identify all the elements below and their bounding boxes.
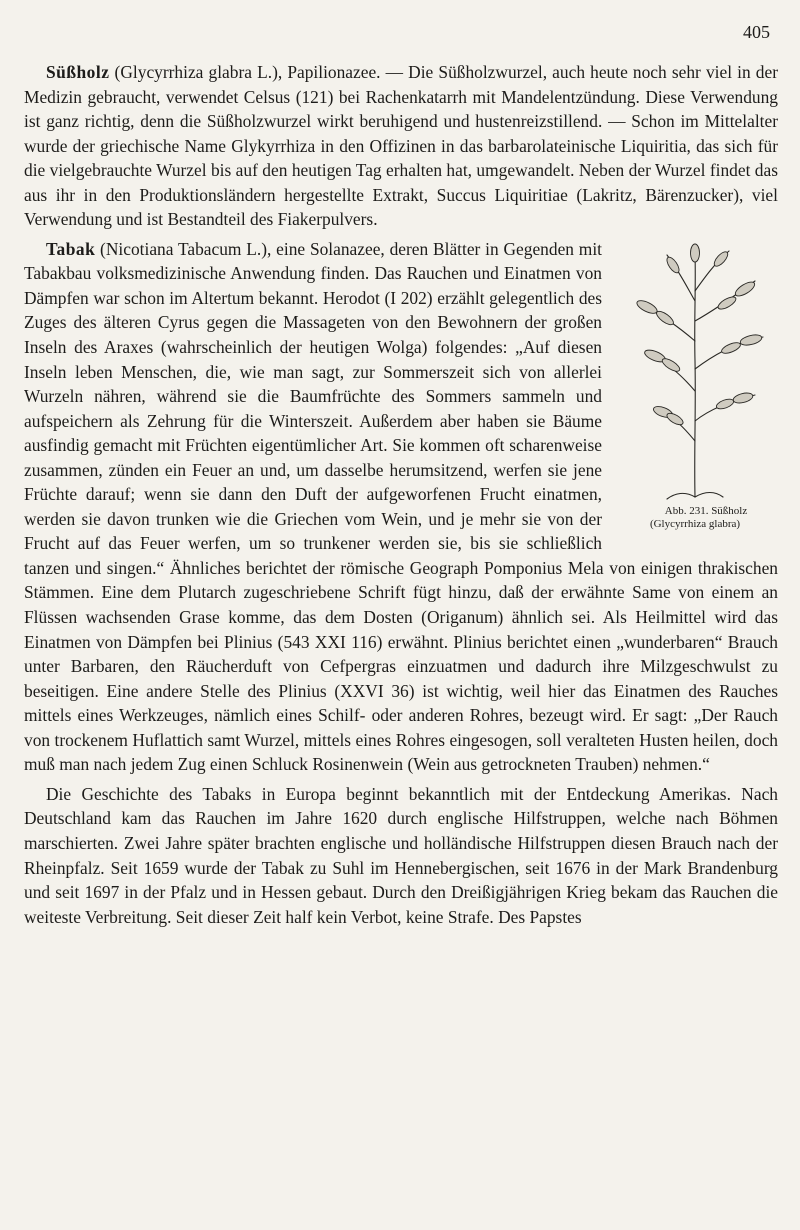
caption-line-1: Abb. 231. Süßholz — [664, 504, 748, 517]
page-number: 405 — [743, 22, 770, 42]
entry-term: Tabak — [46, 238, 96, 259]
entry-text: (Nicotiana Tabacum L.), eine Solanazee, deren Blätter in Gegenden mit Tabakbau volksmedizinische Anwendung finden. Das Rauchen und Einatmen von Dämpfen war schon im Altertum bekannt. Herodot (I 202) erzählt gelegentlich des Zuges des älteren Cyrus gegen die Massageten von den Bewohnern der großen Inseln des Araxes (wahrscheinlich der heutigen Wolga) folgendes: „Auf diesen Inseln leben Menschen, die, wie man sagt, zur Sommerszeit sich von allerlei Wurzeln nähren, während sie die Baumfrüchte des Sommers sammeln und aufspeichern als Zehrung für die Winterszeit. Außerdem aber haben sie Bäume ausfindig gemacht mit Früchten eigentümlicher Art. Sie kommen oft scharenweise zusammen, zünden ein Feuer an und, um dasselbe herumsitzend, werfen sie jene Früchte darauf; wenn sie dann den Duft der aufgeworfenen Frucht einatmen, werden sie davon trunken wie die Griechen vom Wein, und je mehr sie von der Frucht auf das Feuer werfen, um so trunkener werden sie, bis sie schließlich tanzen und singen.“ Ähnliches berichtet der römische Geograph Pomponius Mela von einigen thrakischen Stämmen. Eine dem Plutarch zugeschriebene Schrift fügt hinzu, daß der erwähnte Same von einem an Flüssen wachsenden Grase komme, das dem Dosten (Origanum) ähnlich sei. Als Heilmittel wird das Einatmen von Dämpfen bei Plinius (543 XXI 116) erwähnt. Plinius berichtet einen „wunderbaren“ Brauch unter Barbaren, den Räucherduft von Cefpergras einzuatmen und dadurch ihre Milzgeschwulst zu beseitigen. Eine andere Stelle des Plinius (XXVI 36) ist wichtig, weil hier das Einatmen des Rauches mittels eines Werkzeuges, nämlich eines Schilf- oder anderen Rohres, bezeugt wird. Er sagt: „Der Rauch von trockenem Huflattich samt Wurzel, mittels eines Rohres eingesogen, soll veralteten Husten heilen, doch muß man nach jedem Zug einen Schluck Rosinenwein (Wein aus getrockneten Trauben) nehmen.“ — [24, 238, 778, 775]
paragraph-tabak — [24, 237, 778, 777]
figure-caption — [643, 505, 748, 531]
paragraph-suessholz — [24, 60, 778, 232]
paragraph-geschichte — [24, 782, 778, 929]
entry-term: Süßholz — [46, 62, 110, 82]
body-text — [24, 60, 778, 929]
entry-text: Die Geschichte des Tabaks in Europa beginnt bekanntlich mit der Entdeckung Amerikas. Nach Deutschland kam das Rauchen im Jahre 1620 durch englische Hilfstruppen, welche nach Böhmen marschierten. Zwei Jahre später brachten englische und holländische Hilfstruppen diesen Brauch nach der Rheinpfalz. Seit 1659 wurde der Tabak zu Suhl im Hennebergischen, seit 1676 in der Mark Brandenburg und seit 1697 in der Pfalz und in Hessen gebaut. Durch den Dreißigjährigen Krieg bekam das Rauchen die weiteste Verbreitung. Seit dieser Zeit half kein Verbot, keine Strafe. Des Papstes — [24, 783, 778, 927]
entry-text: (Glycyrrhiza glabra L.), Papilionazee. — Die Süßholzwurzel, auch heute noch sehr viel in der Medizin gebraucht, verwendet Celsus (121) bei Rachenkatarrh mit Mandelentzündung. Diese Verwendung ist ganz richtig, denn die Süßholzwurzel wirkt beruhigend und hustenreizstillend. — Schon im Mittelalter wurde der griechische Name Glykyrrhiza in den Offizinen in das barbarolateinische Liquiritia, das sich für die vielgebrauchte Wurzel bis auf den heutigen Tag erhalten hat, umgewandelt. Neben der Wurzel findet das aus ihr in den Produktionsländern hergestellte Extrakt, Succus Liquiritiae (Lakritz, Bärenzucker), viel Verwendung und ist Bestandteil des Fiakerpulvers. — [24, 62, 778, 230]
caption-line-2: (Glycyrrhiza glabra) — [649, 517, 741, 530]
licorice-plant-illustration-icon — [615, 241, 775, 503]
figure-licorice — [612, 241, 778, 541]
